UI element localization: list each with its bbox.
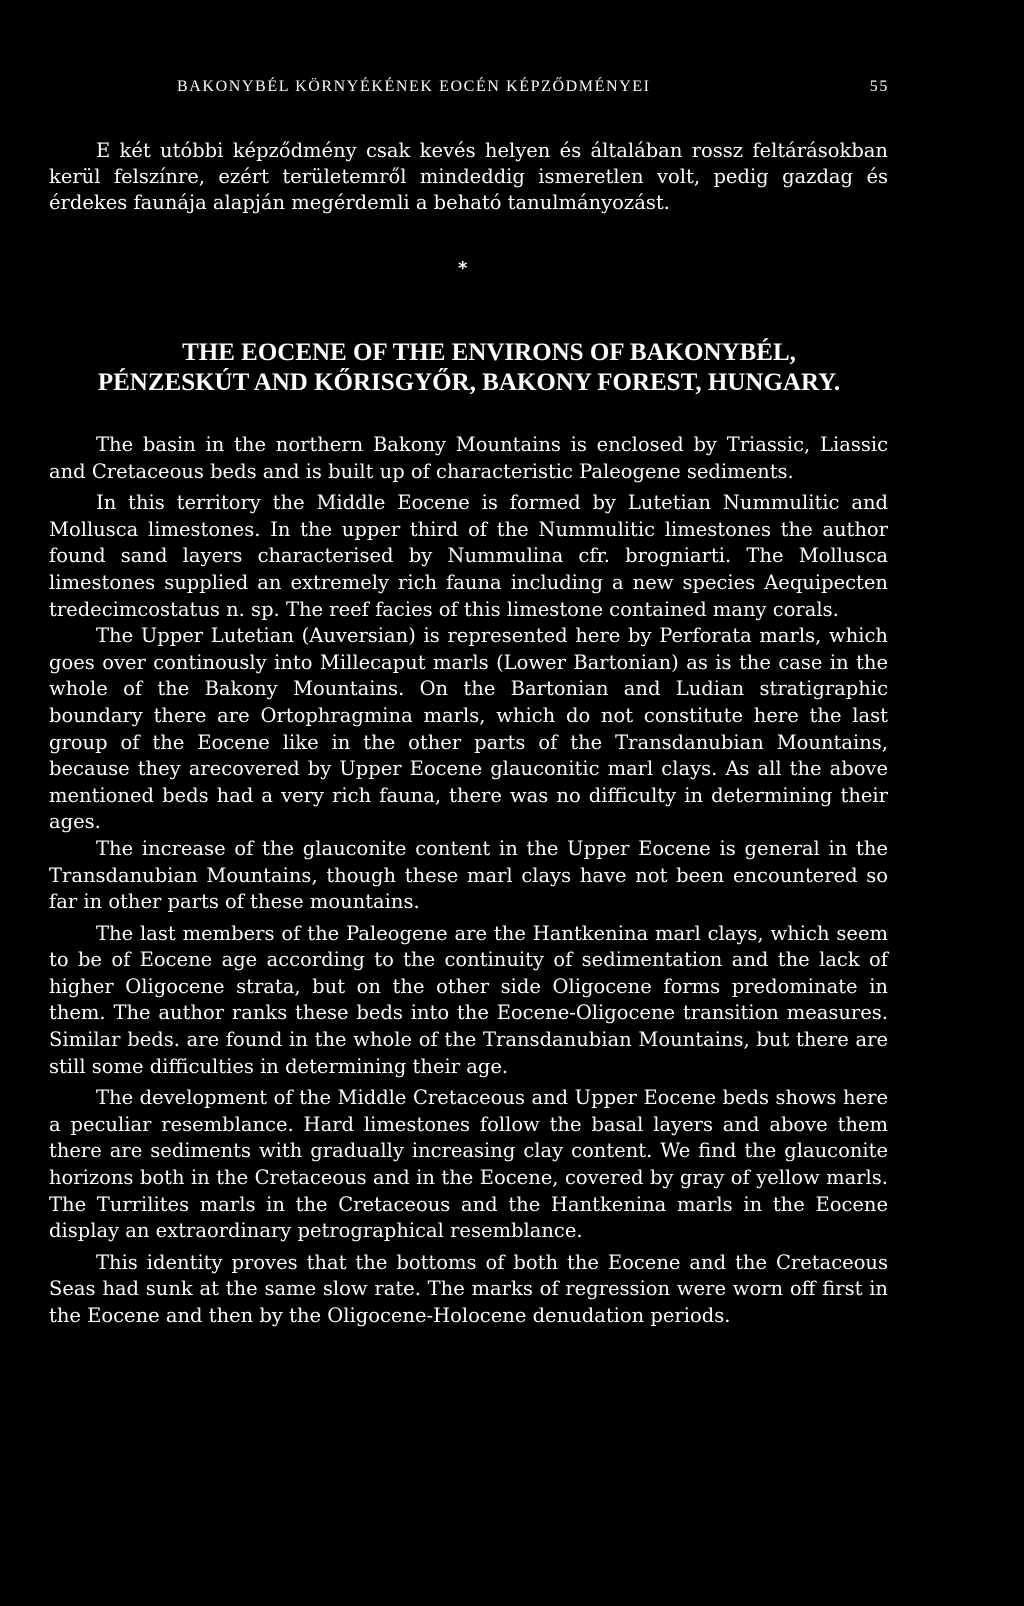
running-header (49, 78, 889, 102)
english-title-line-1: THE EOCENE OF THE ENVIRONS OF BAKONYBÉL, (182, 339, 796, 366)
paragraph-glauconite: The increase of the glauconite content in the Upper Eocene is general in the Transdanubian Mountains, though these marl clays have not been encountered so far in other parts of these mountains. (49, 836, 888, 914)
english-title-line-2: PÉNZESKÚT AND KŐRISGYŐR, BAKONY FOREST, HUNGARY. (97, 369, 841, 396)
paragraph-upper-lutetian: The Upper Lutetian (Auversian) is represented here by Perforata marls, which goes over continously into Millecaput marls (Lower Bartonian) as is the case in the whole of the Bakony Mountains. On the Bartonian and Ludian stratigraphic boundary there are Ortophragmina marls, which do not constitute here the last group of the Eocene like in the other parts of the Transdanubian Mountains, because they arecovered by Upper Eocene glauconitic marl clays. As all the above mentioned beds had a very rich fauna, there was no difficulty in determining their ages. (49, 624, 888, 834)
paragraph-hantkenina: The last members of the Paleogene are the Hantkenina marl clays, which seem to be of Eocene age according to the continuity of sedimentation and the lack of higher Oligocene strata, but on the other side Oligocene forms predominate in them. The author ranks these beds into the Eocene-Oligocene transition measures. Similar beds. are found in the whole of the Transdanubian Mountains, but there are still some difficulties in determining their age. (49, 921, 888, 1078)
header-title: BAKONYBÉL KÖRNYÉKÉNEK EOCÉN KÉPZŐDMÉNYEI (177, 78, 651, 95)
english-title (49, 338, 889, 398)
english-summary (49, 432, 888, 1330)
paragraph-identity: This identity proves that the bottoms of both the Eocene and the Cretaceous Seas had sunk at the same slow rate. The marks of regression were worn off first in the Eocene and then by the Oligocene-Holocene denudation periods. (49, 1250, 888, 1327)
section-separator: * (458, 258, 468, 279)
paragraph-cretaceous-resemblance: The development of the Middle Cretaceous and Upper Eocene beds shows here a peculiar resemblance. Hard limestones follow the basal layers and above them there are sediments with gradually increasing clay content. We find the glauconite horizons both in the Cretaceous and in the Eocene, covered by gray of yellow marls. The Turrilites marls in the Cretaceous and the Hantkenina marls in the Eocene display an extraordinary petrographical resemblance. (49, 1086, 888, 1243)
page-number: 55 (869, 78, 889, 95)
paragraph-basin: The basin in the northern Bakony Mountains is enclosed by Triassic, Liassic and Cretaceous beds and is built up of characteristic Paleogene sediments. (49, 433, 888, 483)
paragraph-middle-eocene: In this territory the Middle Eocene is formed by Lutetian Nummulitic and Mollusca limestones. In the upper third of the Nummulitic limestones the author found sand layers characterised by Nummulina cfr. brogniarti. The Mollusca limestones supplied an extremely rich fauna including a new species Aequipecten tredecimcostatus n. sp. The reef facies of this limestone contained many corals. (49, 491, 888, 621)
hungarian-paragraph: E két utóbbi képződmény csak kevés helyen és általában rossz feltárásokban kerül felszínre, ezért területemről mindeddig ismeretlen volt, pedig gazdag és érdekes faunája alapján megérdemli a beható tanulmányozást. (49, 139, 888, 214)
